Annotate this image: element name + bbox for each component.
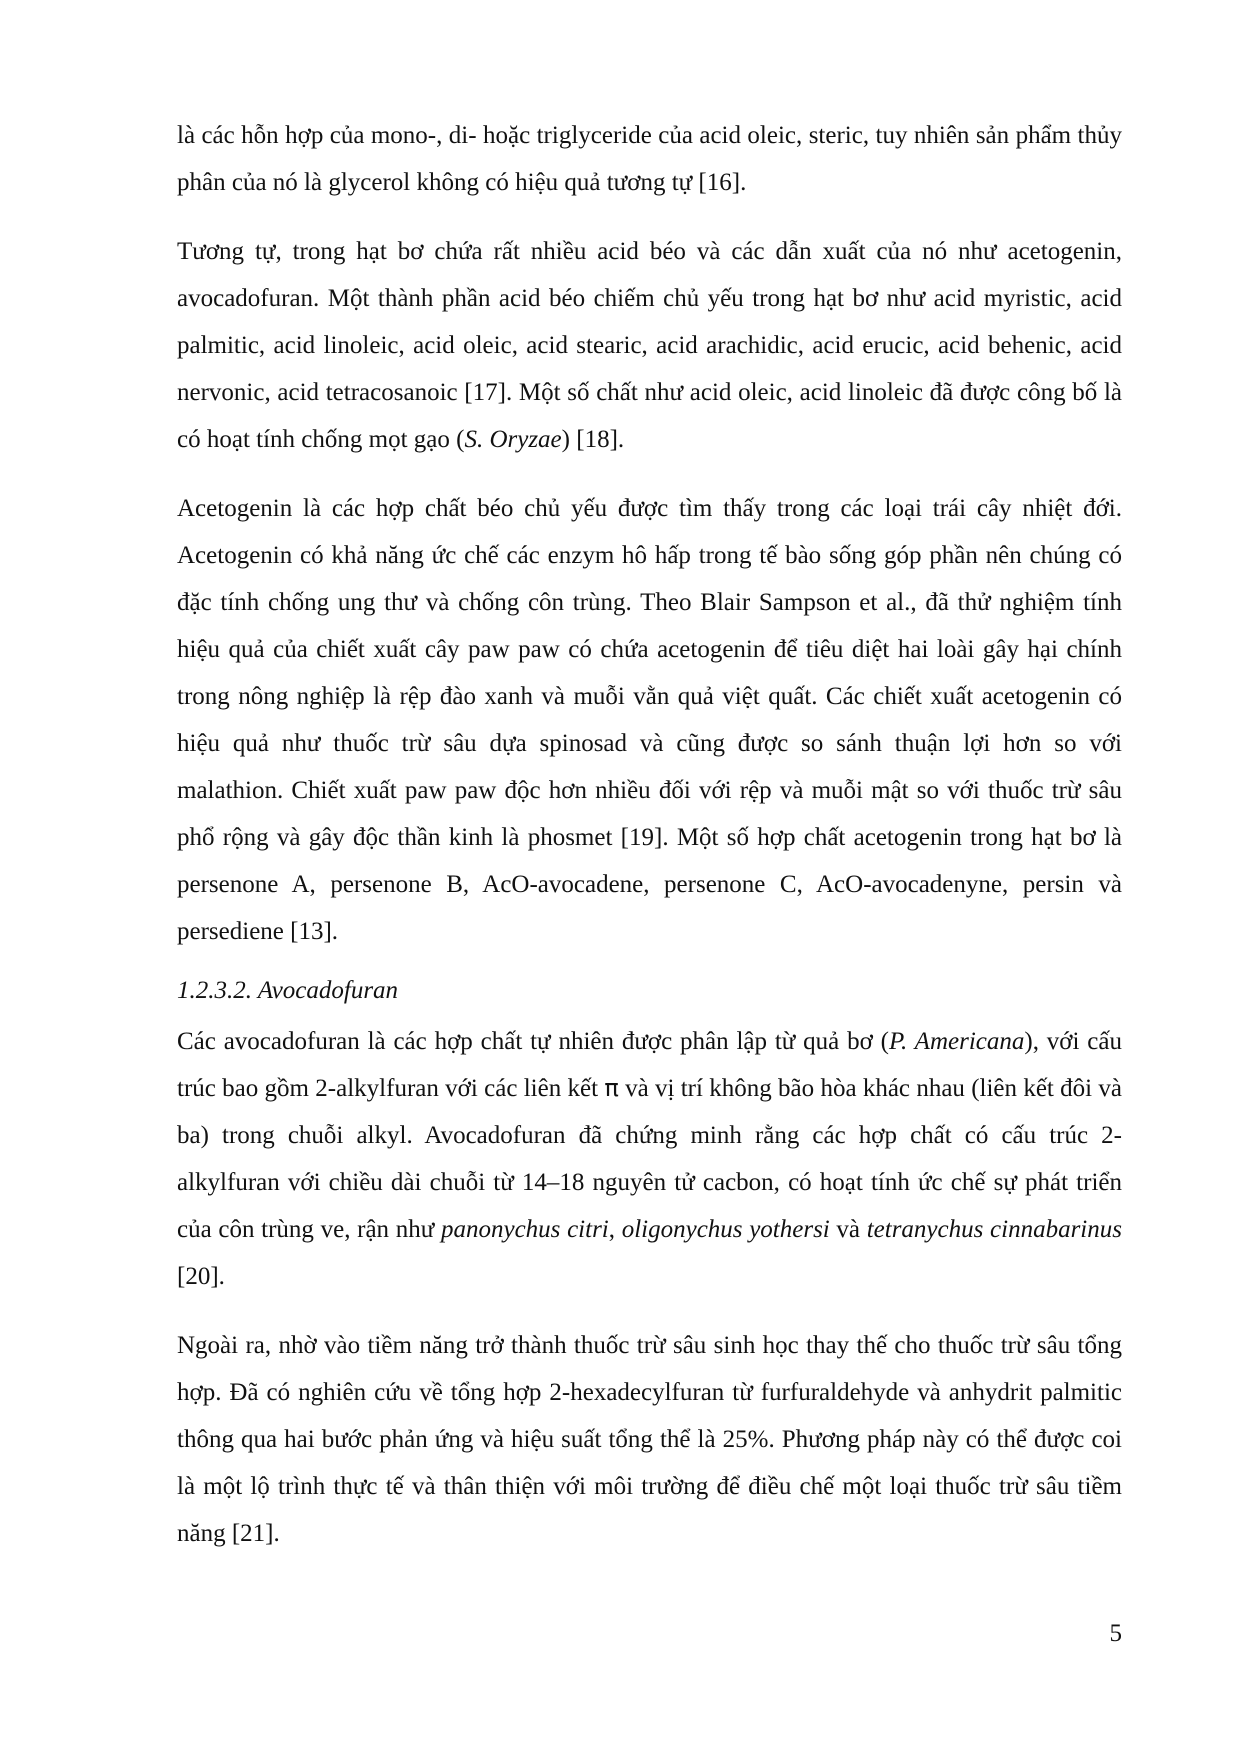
paragraph-2 (177, 228, 1122, 463)
paragraph-1: là các hỗn hợp của mono-, di- hoặc triglyceride của acid oleic, steric, tuy nhiên sản phẩm thủy phân của nó là glycerol không có hiệu quả tương tự [16]. (177, 122, 1122, 196)
paragraph-4-text-b: ), với cấu trúc bao gồm 2-alkylfuran với các liên kết (177, 1028, 1122, 1102)
species-name: panonychus citri (440, 1216, 609, 1243)
paragraph-4-text-a: Các avocadofuran là các hợp chất tự nhiên được phân lập từ quả bơ ( (177, 1028, 889, 1055)
section-heading: 1.2.3.2. Avocadofuran (177, 977, 399, 1004)
paragraph-4-text-e: và (829, 1216, 867, 1243)
paragraph-2-text-b: ) [18]. (561, 426, 625, 453)
paragraph-2-text-a: Tương tự, trong hạt bơ chứa rất nhiều acid béo và các dẫn xuất của nó như acetogenin, avocadofuran. Một thành phần acid béo chiếm chủ yếu trong hạt bơ như acid myristic, acid palmitic, acid linoleic, acid oleic, acid stearic, acid arachidic, acid erucic, acid behenic, acid nervonic, acid tetracosanoic [17]. Một số chất như acid oleic, acid linoleic đã được công bố là có hoạt tính chống mọt gạo ( (177, 238, 1122, 453)
species-name: tetranychus cinnabarinus (866, 1216, 1122, 1243)
paragraph-4 (177, 1018, 1122, 1300)
species-name: oligonychus yothersi (621, 1216, 830, 1243)
pi-symbol: π (604, 1074, 619, 1102)
species-name: P. Americana (889, 1028, 1025, 1055)
paragraph-3: Acetogenin là các hợp chất béo chủ yếu được tìm thấy trong các loại trái cây nhiệt đới. Acetogenin có khả năng ức chế các enzym hô hấp trong tế bào sống góp phần nên chúng có đặc tính chống ung thư và chống côn trùng. Theo Blair Sampson et al., đã thử nghiệm tính hiệu quả của chiết xuất cây paw paw có chứa acetogenin để tiêu diệt hai loài gây hại chính trong nông nghiệp là rệp đào xanh và muỗi vằn quả việt quất. Các chiết xuất acetogenin có hiệu quả như thuốc trừ sâu dựa spinosad và cũng được so sánh thuận lợi hơn so với malathion. Chiết xuất paw paw độc hơn nhiều đối với rệp và muỗi mật so với thuốc trừ sâu phổ rộng và gây độc thần kinh là phosmet [19]. Một số hợp chất acetogenin trong hạt bơ là persenone A, persenone B, AcO-avocadene, persenone C, AcO-avocadenyne, persin và persediene [13]. (177, 495, 1122, 945)
document-body (177, 112, 1122, 1557)
species-name: S. Oryzae (464, 426, 562, 453)
page-number: 5 (1109, 1620, 1122, 1647)
paragraph-4-text-f: [20]. (177, 1263, 225, 1290)
paragraph-4-text-c: và vị trí không bão hòa khác nhau (liên kết đôi và ba) trong chuỗi alkyl. Avocadofuran đã chứng minh rằng các hợp chất có cấu trúc 2-alkylfuran với chiều dài chuỗi từ 14–18 nguyên tử cacbon, có hoạt tính ức chế sự phát triển của côn trùng ve, rận như (177, 1075, 1123, 1243)
paragraph-5: Ngoài ra, nhờ vào tiềm năng trở thành thuốc trừ sâu sinh học thay thế cho thuốc trừ sâu tổng hợp. Đã có nghiên cứu về tổng hợp 2-hexadecylfuran từ furfuraldehyde và anhydrit palmitic thông qua hai bước phản ứng và hiệu suất tổng thể là 25%. Phương pháp này có thể được coi là một lộ trình thực tế và thân thiện với môi trường để điều chế một loại thuốc trừ sâu tiềm năng [21]. (177, 1332, 1122, 1547)
paragraph-4-text-d: , (608, 1216, 622, 1243)
